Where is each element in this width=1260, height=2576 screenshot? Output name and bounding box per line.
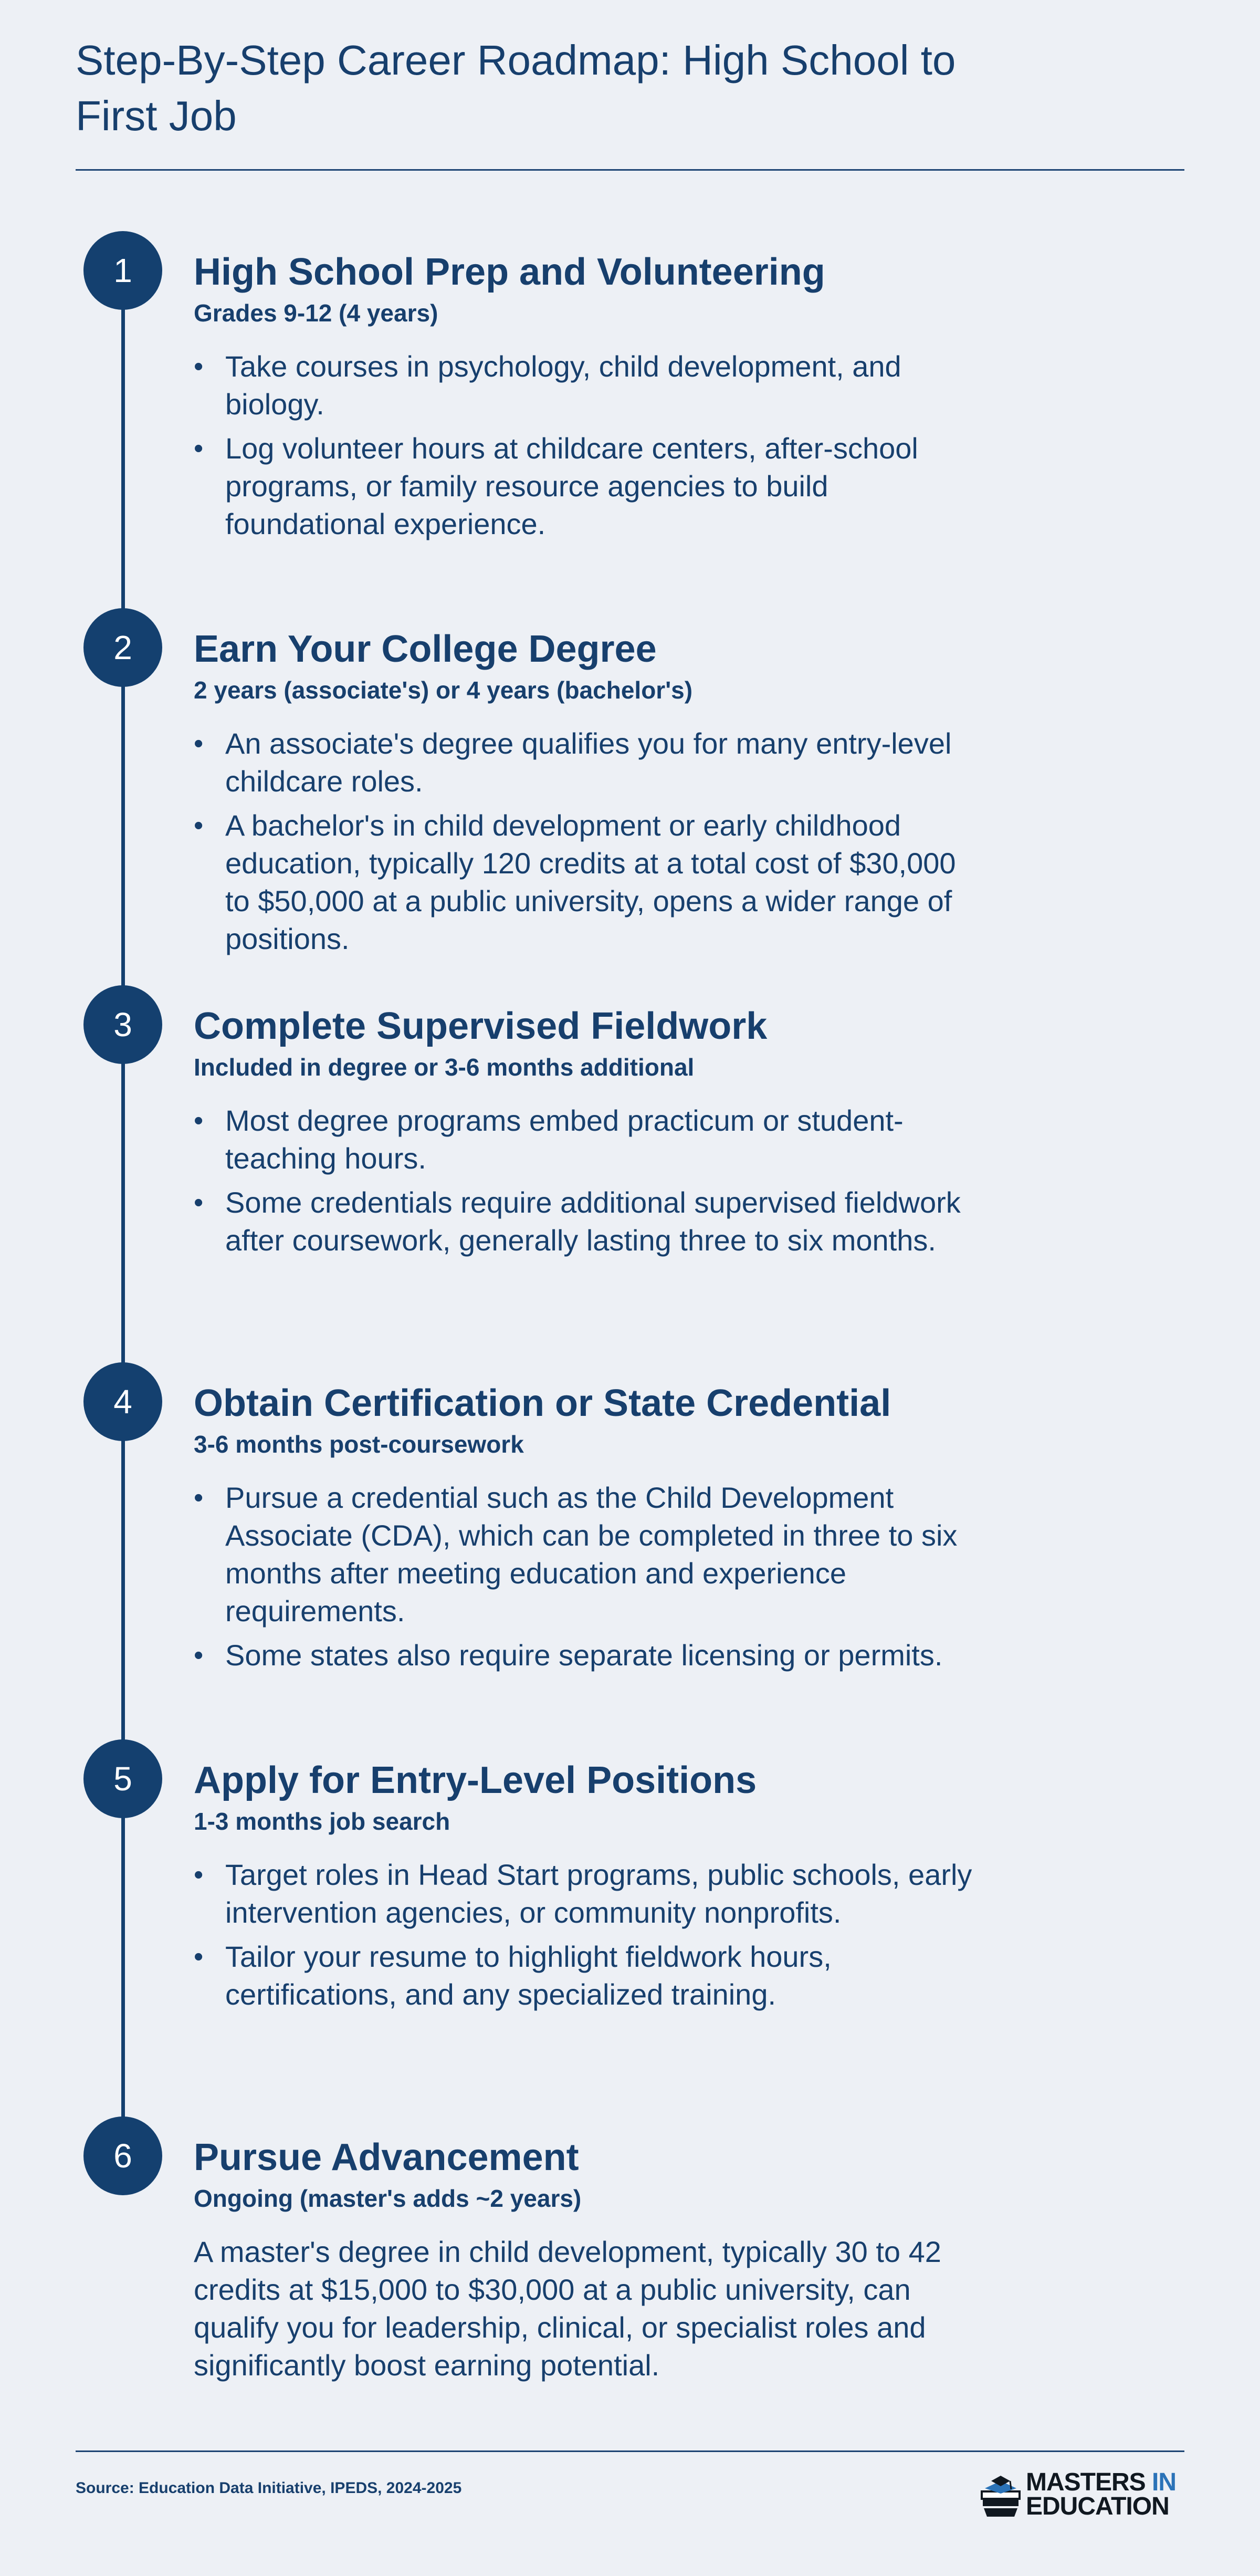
step-bullet-list [194,1856,981,2014]
step-title: Apply for Entry-Level Positions [194,1759,757,1801]
step-section [194,1004,981,1266]
bullet-text: Tailor your resume to highlight fieldwork hours, certifications, and any specialized training. [225,1940,832,2011]
list-item [194,1479,981,1630]
step-section [194,250,981,549]
source-note: Source: Education Data Initiative, IPEDS, 2024-2025 [76,2479,462,2497]
step-section [194,1381,981,1681]
step-number-badge: 4 [83,1362,162,1441]
step-duration: 1-3 months job search [194,1808,450,1835]
bullet-text: A bachelor's in child development or early childhood education, typically 120 credits at a total cost of $30,000 to $50,000 at a public university, opens a wider range of positions. [225,809,956,955]
step-bullet-list [194,1102,981,1259]
step-title: High School Prep and Volunteering [194,251,825,293]
step-title: Obtain Certification or State Credential [194,1382,891,1424]
step-section [194,1758,981,2020]
list-item [194,1938,981,2014]
bullet-text: Pursue a credential such as the Child Development Associate (CDA), which can be completed in three to six months after meeting education and experience requirements. [225,1481,958,1628]
step-number-badge: 2 [83,608,162,687]
step-duration: Ongoing (master's adds ~2 years) [194,2185,582,2212]
step-number-badge: 5 [83,1739,162,1818]
list-item [194,1102,981,1177]
bullet-text: An associate's degree qualifies you for many entry-level childcare roles. [225,727,952,798]
graduation-cap-icon [980,2470,1022,2523]
page-title: Step-By-Step Career Roadmap: High School to First Job [76,37,956,139]
step-number-badge: 1 [83,231,162,310]
bullet-text: Target roles in Head Start programs, public schools, early intervention agencies, or community nonprofits. [225,1858,972,1929]
bullet-text: Take courses in psychology, child development, and biology. [225,350,901,421]
masters-in-education-logo [978,2468,1188,2526]
logo-text-masters: MASTERS [1026,2468,1146,2496]
step-section [194,2135,981,2384]
step-duration: Grades 9-12 (4 years) [194,299,438,327]
list-item [194,430,981,543]
bullet-text: Log volunteer hours at childcare centers, after-school programs, or family resource agencies to build foundational experience. [225,432,918,540]
step-section [194,627,981,964]
list-item [194,1856,981,1932]
step-title: Complete Supervised Fieldwork [194,1005,768,1047]
logo-wordmark [1026,2470,1176,2519]
step-duration: 2 years (associate's) or 4 years (bachelor's) [194,676,693,704]
list-item [194,807,981,958]
bullet-text: Some credentials require additional supervised fieldwork after coursework, generally lasting three to six months. [225,1186,961,1257]
step-bullet-list [194,348,981,543]
list-item [194,1184,981,1259]
step-paragraph: A master's degree in child development, typically 30 to 42 credits at $15,000 to $30,000 at a public university, can qualify you for leadership, clinical, or specialist roles and significantly boost earning potential. [194,2235,941,2382]
step-duration: Included in degree or 3-6 months additional [194,1054,695,1081]
logo-text-education: EDUCATION [1026,2492,1169,2520]
list-item [194,1636,981,1674]
step-title: Pursue Advancement [194,2136,579,2178]
bullet-text: Most degree programs embed practicum or student-teaching hours. [225,1104,904,1175]
bullet-text: Some states also require separate licensing or permits. [225,1639,943,1672]
list-item [194,348,981,423]
step-bullet-list [194,725,981,958]
step-bullet-list [194,1479,981,1674]
footer-divider [76,2450,1184,2452]
step-number-badge: 6 [83,2116,162,2195]
timeline-line [121,273,125,2153]
logo-text-in: IN [1145,2468,1177,2496]
list-item [194,725,981,800]
step-duration: 3-6 months post-coursework [194,1431,524,1458]
step-title: Earn Your College Degree [194,628,657,670]
header-divider [76,169,1184,171]
step-number-badge: 3 [83,985,162,1064]
